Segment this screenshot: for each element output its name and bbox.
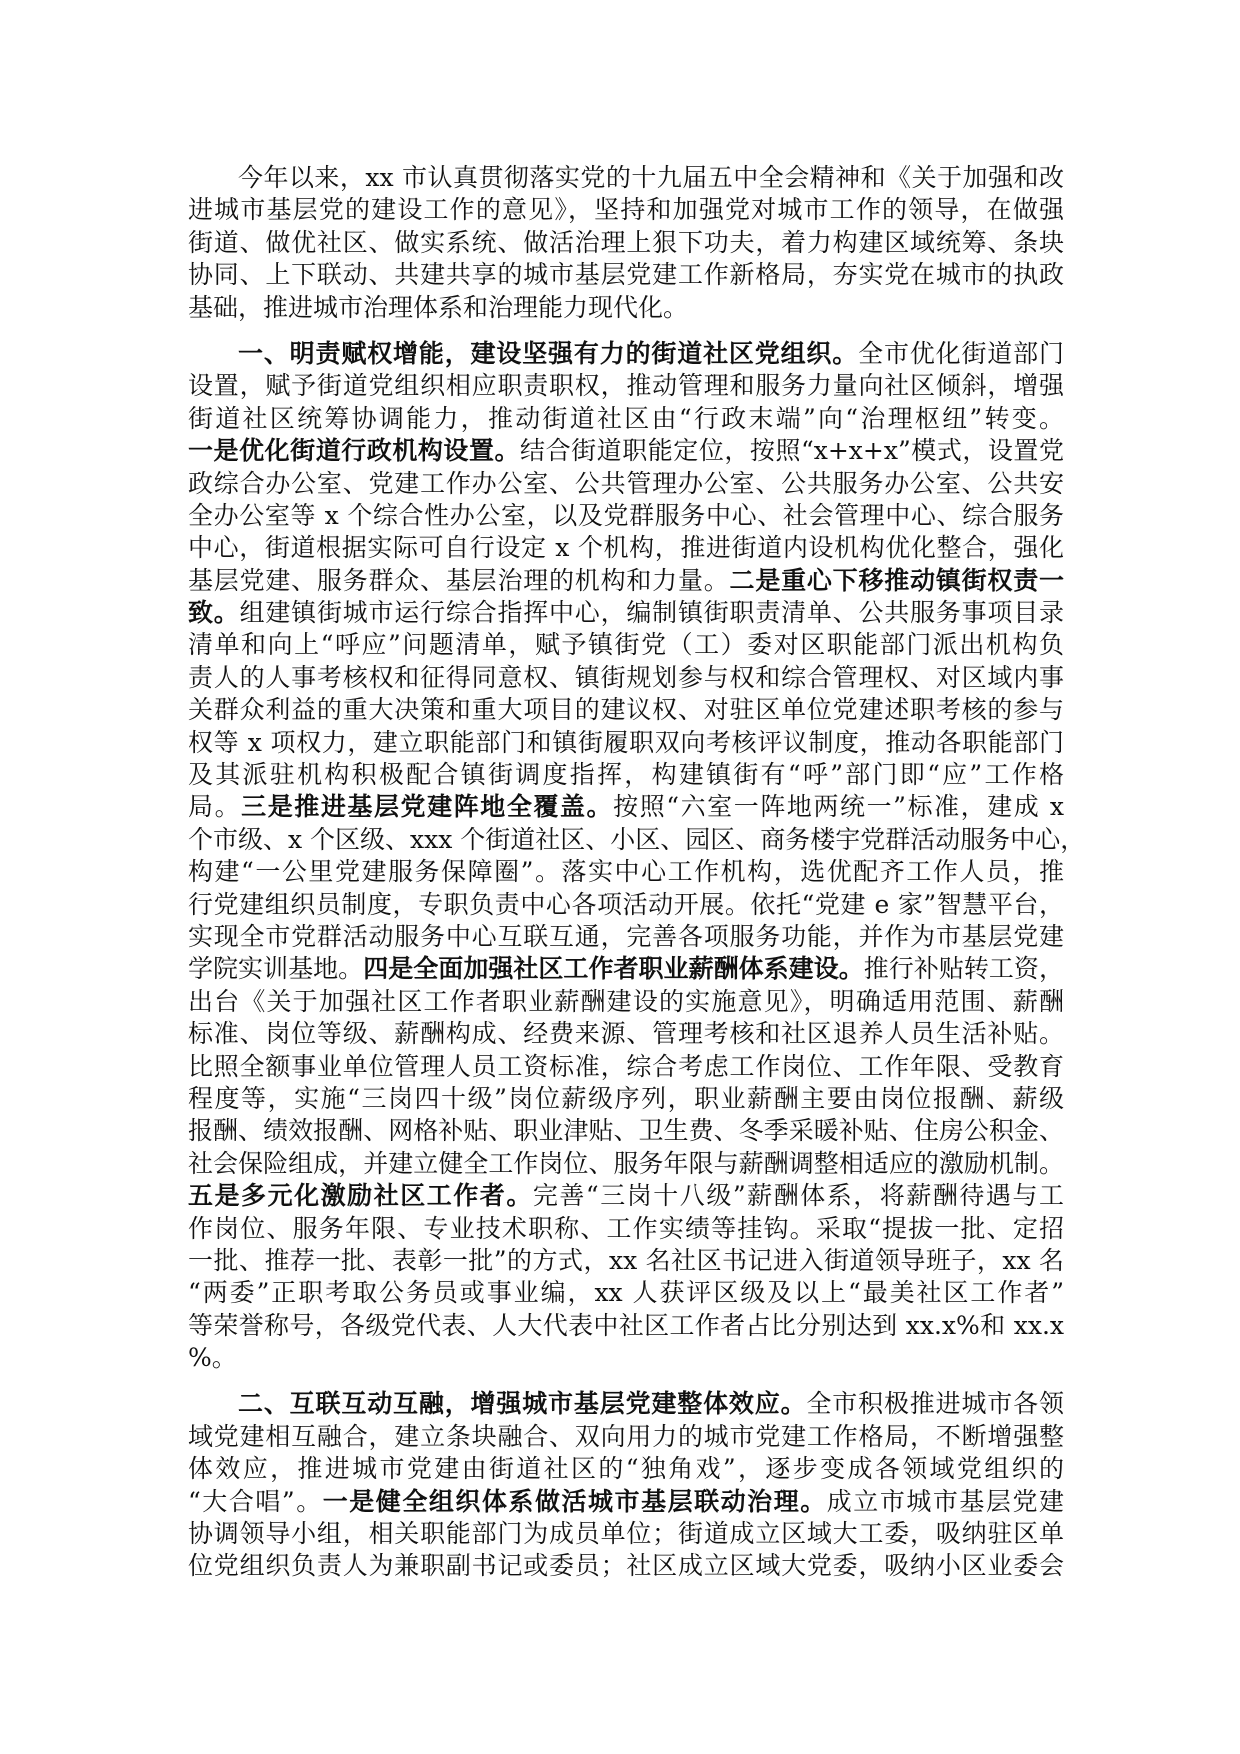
bold-heading-text: 五是多元化激励社区工作者。 (188, 1181, 533, 1211)
body-text: 权等 x 项权力，建立职能部门和镇街履职双向考核评议制度，推动各职能部门 (188, 727, 1064, 757)
body-text: 作岗位、服务年限、专业技术职称、工作实绩等挂钩。采取“提拔一批、定招 (188, 1213, 1064, 1243)
body-text: 关群众利益的重大决策和重大项目的建议权、对驻区单位党建述职考核的参与 (188, 695, 1064, 725)
text-line (188, 194, 1064, 226)
text-line (188, 1018, 1064, 1050)
body-text: 责人的人事考核权和征得同意权、镇街规划参与权和综合管理权、对区域内事 (188, 662, 1064, 692)
text-line (188, 259, 1064, 291)
text-line (188, 1518, 1064, 1550)
body-text: 全市积极推进城市各领 (806, 1389, 1064, 1419)
text-line (188, 565, 1064, 597)
body-text: 按照“六室一阵地两统一”标准，建成 x (613, 792, 1064, 822)
text-line (188, 791, 1064, 823)
body-text: 基层党建、服务群众、基层治理的机构和力量。 (188, 565, 730, 595)
text-line (188, 629, 1064, 661)
body-text: 实现全市党群活动服务中心互联互通，完善各项服务功能，并作为市基层党建 (188, 921, 1064, 951)
body-text: 推行补贴转工资， (863, 954, 1064, 984)
body-text: 设置，赋予街道党组织相应职责职权，推动管理和服务力量向社区倾斜，增强 (188, 371, 1064, 401)
body-text: 等荣誉称号，各级党代表、人大代表中社区工作者占比分别达到 xx.x%和 xx.x (188, 1310, 1064, 1340)
body-text: 行党建组织员制度，专职负责中心各项活动开展。依托“党建 e 家”智慧平台， (188, 889, 1064, 919)
body-text: 结合街道职能定位，按照“x+x+x”模式，设置党 (520, 436, 1064, 466)
body-text: 清单和向上“呼应”问题清单，赋予镇街党（工）委对区职能部门派出机构负 (188, 630, 1064, 660)
body-text: 比照全额事业单位管理人员工资标准，综合考虑工作岗位、工作年限、受教育 (188, 1051, 1064, 1081)
text-line (188, 162, 1064, 194)
bold-heading-text: 二是重心下移推动镇街权责一 (729, 565, 1064, 595)
text-line (188, 1550, 1064, 1582)
body-text: 组建镇街城市运行综合指挥中心，编制镇街职责清单、公共服务事项目录 (239, 598, 1064, 628)
text-line (188, 1277, 1064, 1309)
body-text: 社会保险组成，并建立健全工作岗位、服务年限与薪酬调整相适应的激励机制。 (188, 1148, 1064, 1178)
text-line (188, 1388, 1064, 1420)
body-text: 街道社区统筹协调能力，推动街道社区由“行政末端”向“治理枢纽”转变。 (188, 403, 1064, 433)
text-line (188, 1180, 1064, 1212)
body-text: %。 (188, 1343, 237, 1373)
text-line (188, 597, 1064, 629)
text-line (188, 694, 1064, 726)
body-text: 报酬、绩效报酬、网格补贴、职业津贴、卫生费、冬季采暖补贴、住房公积金、 (188, 1116, 1064, 1146)
body-text: 成立市城市基层党建 (826, 1486, 1064, 1516)
text-line (188, 227, 1064, 259)
body-text: 域党建相互融合，建立条块融合、双向用力的城市党建工作格局，不断增强整 (188, 1421, 1064, 1451)
text-line (188, 1083, 1064, 1115)
bold-heading-text: 一是健全组织体系做活城市基层联动治理。 (322, 1486, 827, 1516)
text-line (188, 662, 1064, 694)
text-line (188, 435, 1064, 467)
text-line (188, 759, 1064, 791)
body-text: 构建“一公里党建服务保障圈”。落实中心工作机构，选优配齐工作人员，推 (188, 857, 1064, 887)
body-text: 政综合办公室、党建工作办公室、公共管理办公室、公共服务办公室、公共安 (188, 468, 1064, 498)
body-text: 学院实训基地。 (188, 954, 364, 984)
bold-heading-text: 一、明责赋权增能，建设坚强有力的街道社区党组织。 (238, 338, 859, 368)
body-text: 标准、岗位等级、薪酬构成、经费来源、管理考核和社区退养人员生活补贴。 (188, 1019, 1064, 1049)
bold-heading-text: 三是推进基层党建阵地全覆盖。 (241, 792, 614, 822)
text-line (188, 370, 1064, 402)
text-line (188, 468, 1064, 500)
body-text: 一批、推荐一批、表彰一批”的方式，xx 名社区书记进入街道领导班子，xx 名 (188, 1245, 1064, 1275)
body-text: 局。 (188, 792, 242, 822)
body-text: 程度等，实施“三岗四十级”岗位薪级序列，职业薪酬主要由岗位报酬、薪级 (188, 1083, 1064, 1113)
paragraph (188, 162, 1064, 324)
text-line (188, 921, 1064, 953)
text-line (188, 1051, 1064, 1083)
text-line (188, 1310, 1064, 1342)
text-line (188, 1115, 1064, 1147)
body-text: 全办公室等 x 个综合性办公室，以及党群服务中心、社会管理中心、综合服务 (188, 500, 1064, 530)
body-text: 中心，街道根据实际可自行设定 x 个机构，推进街道内设机构优化整合，强化 (188, 533, 1064, 563)
body-text: 街道、做优社区、做实系统、做活治理上狠下功夫，着力构建区域统筹、条块 (188, 227, 1064, 257)
paragraph (188, 1388, 1064, 1582)
body-text: 个市级、x 个区级、xxx 个街道社区、小区、园区、商务楼宇党群活动服务中心， (188, 824, 1086, 854)
text-line (188, 403, 1064, 435)
bold-heading-text: 四是全面加强社区工作者职业薪酬体系建设。 (363, 954, 864, 984)
text-line (188, 889, 1064, 921)
bold-heading-text: 一是优化街道行政机构设置。 (188, 436, 521, 466)
text-line (188, 824, 1086, 856)
text-line (188, 532, 1064, 564)
body-text: “两委”正职考取公务员或事业编，xx 人获评区级及以上“最美社区工作者” (188, 1278, 1064, 1308)
text-line (188, 1213, 1064, 1245)
document-page (188, 162, 1086, 1597)
text-line (188, 986, 1064, 1018)
body-text: 及其派驻机构积极配合镇街调度指挥，构建镇街有“呼”部门即“应”工作格 (188, 760, 1064, 790)
paragraph (188, 338, 1086, 1375)
body-text: 基础，推进城市治理体系和治理能力现代化。 (188, 292, 689, 322)
text-line (188, 1148, 1064, 1180)
text-line (188, 953, 1064, 985)
text-line (188, 292, 1064, 324)
body-text: 进城市基层党的建设工作的意见》，坚持和加强党对城市工作的领导，在做强 (188, 195, 1064, 225)
text-line (188, 338, 1064, 370)
text-line (188, 1453, 1064, 1485)
body-text: 出台《关于加强社区工作者职业薪酬建设的实施意见》，明确适用范围、薪酬 (188, 986, 1064, 1016)
bold-heading-text: 致。 (188, 598, 240, 628)
bold-heading-text: 二、互联互动互融，增强城市基层党建整体效应。 (238, 1389, 807, 1419)
text-line (188, 1486, 1064, 1518)
body-text: 完善“三岗十八级”薪酬体系，将薪酬待遇与工 (532, 1181, 1064, 1211)
text-line (188, 500, 1064, 532)
body-text: 体效应，推进城市党建由街道社区的“独角戏”，逐步变成各领域党组织的 (188, 1454, 1064, 1484)
body-text: “大合唱”。 (188, 1486, 323, 1516)
body-text: 位党组织负责人为兼职副书记或委员；社区成立区域大党委，吸纳小区业委会 (188, 1551, 1064, 1581)
text-line (188, 1421, 1064, 1453)
body-text: 协调领导小组，相关职能部门为成员单位；街道成立区域大工委，吸纳驻区单 (188, 1519, 1064, 1549)
text-line (188, 1342, 1064, 1374)
text-line (188, 856, 1064, 888)
text-line (188, 1245, 1064, 1277)
body-text: 全市优化街道部门 (858, 338, 1064, 368)
body-text: 今年以来，xx 市认真贯彻落实党的十九届五中全会精神和《关于加强和改 (238, 163, 1064, 192)
body-text: 协同、上下联动、共建共享的城市基层党建工作新格局，夯实党在城市的执政 (188, 260, 1064, 290)
text-line (188, 727, 1064, 759)
